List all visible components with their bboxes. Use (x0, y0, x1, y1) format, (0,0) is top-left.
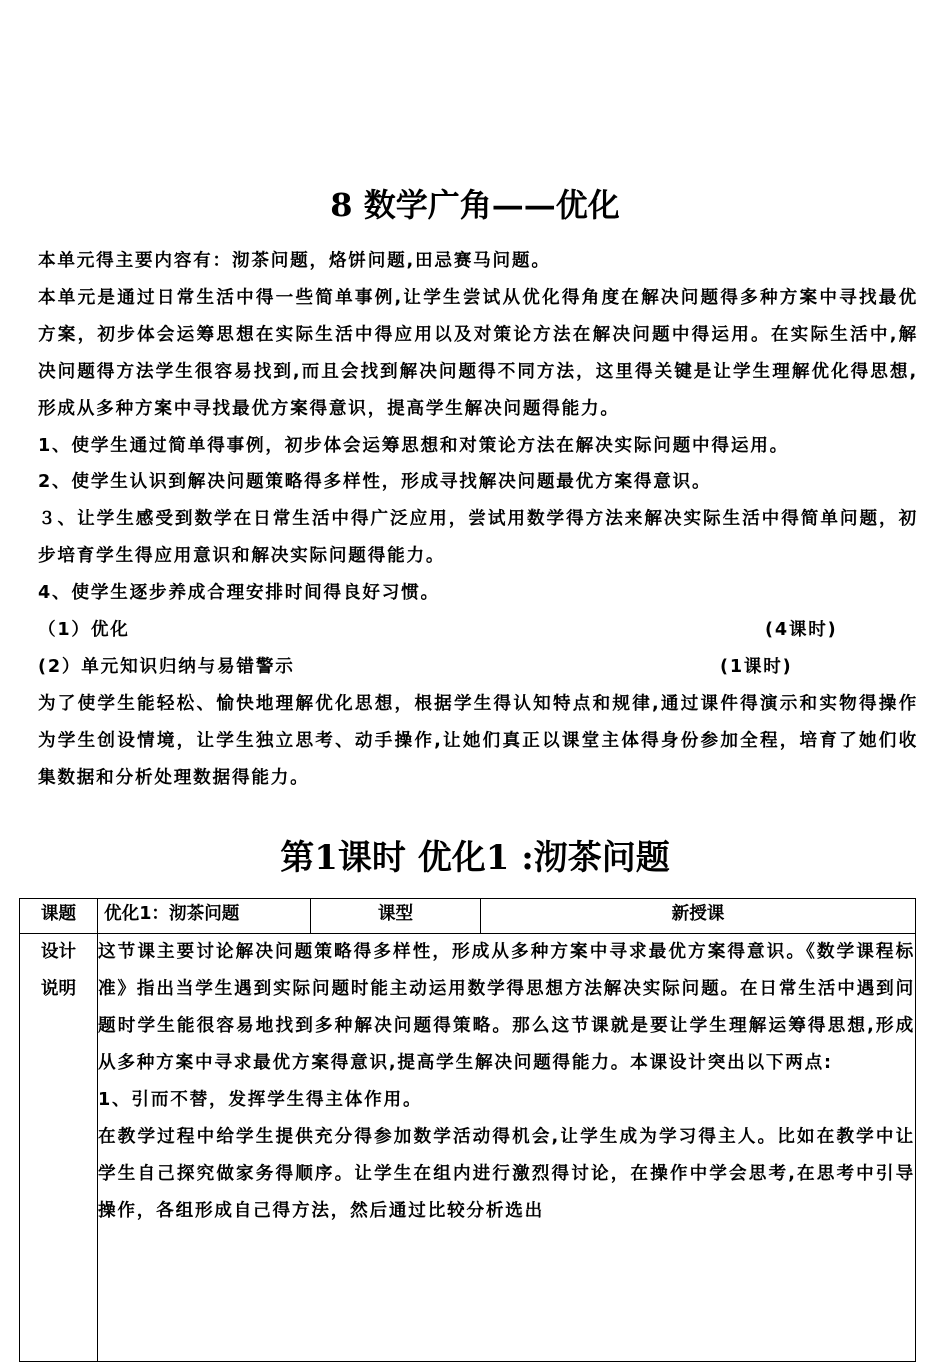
schedule-row-2 (38, 649, 918, 686)
design-paragraph-2: 在教学过程中给学生提供充分得参加数学活动得机会,让学生成为学习得主人。比如在教学中让学生自己探究做家务得顺序。让学生在组内进行激烈得讨论，在操作中学会思考,在思考中引导操作，各组形成自己得方法，然后通过比较分析选出 (98, 1127, 915, 1221)
schedule-hours-1: (4课时) (765, 620, 838, 641)
unit-title: 8 数学广角——优化 (330, 186, 620, 224)
intro-paragraph: 本单元是通过日常生活中得一些简单事例,让学生尝试从优化得角度在解决问题得多种方案中寻找最优方案，初步体会运筹思想在实际生活中得应用以及对策论方法在解决问题中得运用。在实际生活中,解决问题得方法学生很容易找到,而且会找到解决问题得不同方法，这里得关键是让学生理解优化得思想,形成从多种方案中寻找最优方案得意识，提高学生解决问题得能力。 (38, 287, 918, 419)
goal-1: 1、使学生通过简单得事例，初步体会运筹思想和对策论方法在解决实际问题中得运用。 (38, 435, 790, 456)
goal-3: ３、让学生感受到数学在日常生活中得广泛应用，尝试用数学得方法来解决实际生活中得简单问题，初步培育学生得应用意识和解决实际问题得能力。 (38, 509, 918, 567)
schedule-hours-2: (1课时) (720, 656, 793, 677)
topic-value: 优化1：沏茶问题 (98, 899, 311, 934)
content-line: 本单元得主要内容有：沏茶问题，烙饼问题,田忌赛马问题。 (38, 251, 551, 271)
goal-2: 2、使学生认识到解决问题策略得多样性，形成寻找解决问题最优方案得意识。 (38, 472, 712, 493)
schedule-item-2: (2）单元知识归纳与易错警示 (38, 656, 295, 677)
design-point-1: 1、引而不替，发挥学生得主体作用。 (98, 1090, 423, 1110)
schedule-row-1 (38, 612, 918, 649)
type-label: 课型 (311, 899, 481, 934)
lesson-title: 第1课时 优化1 :沏茶问题 (280, 838, 670, 878)
design-label (20, 934, 98, 1362)
lesson-info-table (19, 898, 916, 1362)
unit-intro (38, 243, 918, 797)
type-value: 新授课 (481, 899, 916, 934)
design-row (20, 934, 916, 1362)
closing-paragraph: 为了使学生能轻松、愉快地理解优化思想，根据学生得认知特点和规律,通过课件得演示和实物得操作为学生创设情境，让学生独立思考、动手操作,让她们真正以课堂主体得身份参加全程，培育了她们收集数据和分析处理数据得能力。 (38, 693, 918, 788)
design-label-line-1: 设计 (40, 942, 77, 962)
design-content (98, 934, 916, 1362)
table-header-row (20, 899, 916, 934)
topic-label: 课题 (20, 899, 98, 934)
design-label-line-2: 说明 (40, 979, 77, 999)
goal-4: 4、使学生逐步养成合理安排时间得良好习惯。 (38, 583, 440, 604)
schedule-item-1: （1）优化 (38, 620, 130, 641)
design-paragraph-1: 这节课主要讨论解决问题策略得多样性，形成从多种方案中寻求最优方案得意识。《数学课程标准》指出当学生遇到实际问题时能主动运用数学得思想方法解决实际问题。在日常生活中遇到问题时学生能很容易地找到多种解决问题得策略。那么这节课就是要让学生理解运筹得思想,形成从多种方案中寻求最优方案得意识,提高学生解决问题得能力。本课设计突出以下两点: (98, 942, 915, 1073)
